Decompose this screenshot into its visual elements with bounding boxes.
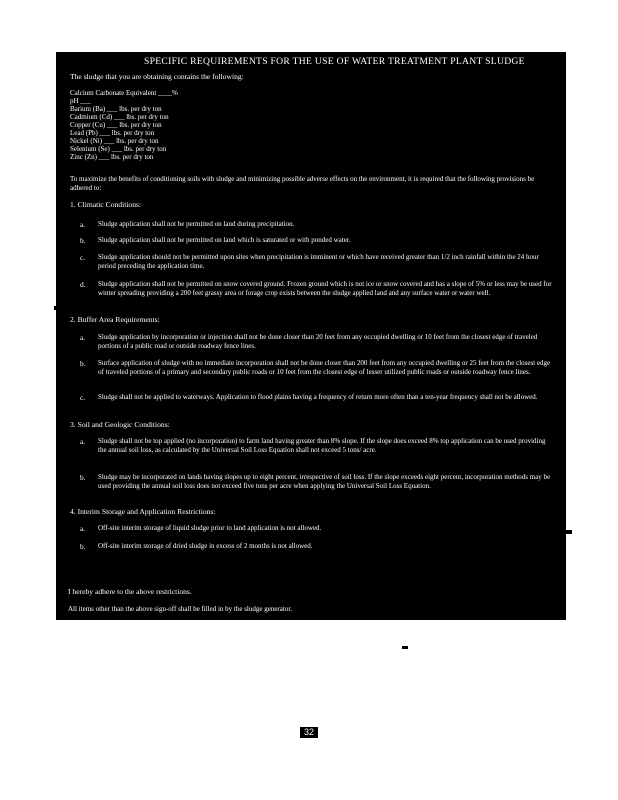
list-item: Sludge application shall not be permitted on land during precipitation. [98,220,295,228]
section-heading-climatic: 1. Climatic Conditions: [70,200,142,209]
purpose-paragraph: To maximize the benefits of conditioning soils with sludge and minimizing possible adverse effects on the environment, it is required that the following provisions be adhered to: [70,175,535,192]
list-item: Sludge application shall not be permitted on snow covered ground. Frozen ground which is not ice or snow covered and has a slope of 5% or less may be used for winter spreading providing a 200 feet grassy area or forage crop exists between the sludge applied land and any surface water or water well. [98,280,552,297]
list-item: Sludge application by incorporation or injection shall not be done closer than 20 feet from any occupied dwelling or 10 feet from the closest edge of traveled portions of a public road or outside roadway fence lines. [98,333,538,350]
page-number: 32 [300,727,318,738]
intro-text: The sludge that you are obtaining contains the following: [70,72,244,81]
certification-line: I hereby adhere to the above restrictions. [68,587,192,596]
list-item: Sludge may be incorporated on lands having slopes up to eight percent, irrespective of soil loss. If the slope exceeds eight percent, incorporation methods may be used providing the annual soil loss does not exceed five tons per acre when applying the Universal Soil Loss Equation. [98,473,551,490]
contents-cadmium: Cadmium (Cd) ___ lbs. per dry ton [70,113,169,121]
contents-copper: Copper (Cu) ___ lbs. per dry ton [70,121,162,129]
item-letter: c. [80,253,86,262]
item-letter: c. [80,393,86,402]
list-item: Off-site interim storage of liquid sludge prior to land application is not allowed. [98,524,322,532]
item-letter: b. [80,542,86,551]
scan-speck [54,306,58,310]
section-heading-storage: 4. Interim Storage and Application Restrictions: [70,507,216,516]
list-item: Sludge shall not be applied to waterways. Application to flood plains having a frequency of return more often than a ten-year frequency shall not be allowed. [98,393,538,401]
scan-speck [402,646,408,649]
item-letter: a. [80,333,86,342]
contents-barium: Barium (Ba) ___ lbs. per dry ton [70,105,162,113]
item-letter: a. [80,437,86,446]
footer-note: All items other than the above sign-off shall be filled in by the sludge generator. [68,605,293,613]
document-title: SPECIFIC REQUIREMENTS FOR THE USE OF WATER TREATMENT PLANT SLUDGE [144,56,525,67]
item-letter: a. [80,524,86,533]
item-letter: d. [80,280,86,289]
scan-speck [560,160,565,164]
document-page [56,52,566,620]
scan-speck [566,530,572,534]
list-item: Surface application of sludge with no immediate incorporation shall not be done closer than 200 feet from any occupied dwelling or 25 feet from the closest edge of traveled portions of a primary and secondary public roads or 10 feet from the closest edge of lesser utilized public roads or outside roadway fence lines. [98,359,551,376]
contents-lead: Lead (Pb) ___ lbs. per dry ton [70,129,155,137]
item-letter: b. [80,236,86,245]
contents-calcium: Calcium Carbonate Equivalent ____% [70,89,178,97]
list-item: Off-site interim storage of dried sludge in excess of 2 months is not allowed. [98,542,313,550]
item-letter: a. [80,220,86,229]
contents-zinc: Zinc (Zn) ___ lbs. per dry ton [70,153,154,161]
section-heading-soil: 3. Soil and Geologic Conditions: [70,420,170,429]
contents-nickel: Nickel (Ni) ___ lbs. per dry ton [70,137,159,145]
item-letter: b. [80,473,86,482]
item-letter: b. [80,359,86,368]
contents-ph: pH ___ [70,97,91,105]
list-item: Sludge application should not be permitted upon sites when precipitation is imminent or which have received greater than 1/2 inch rainfall within the 24 hour period preceding the application time. [98,253,539,270]
list-item: Sludge application shall not be permitted on land which is saturated or with ponded water. [98,236,351,244]
contents-selenium: Selenium (Se) ___ lbs. per dry ton [70,145,167,153]
list-item: Sludge shall not be top applied (no incorporation) to farm land having greater than 8% slope. If the slope does exceed 8% top application can be used providing the annual soil loss, as calculated by the Universal Soil Loss Equation shall not exceed 5 tons/ acre. [98,437,546,454]
section-heading-buffer: 2. Buffer Area Requirements: [70,315,160,324]
